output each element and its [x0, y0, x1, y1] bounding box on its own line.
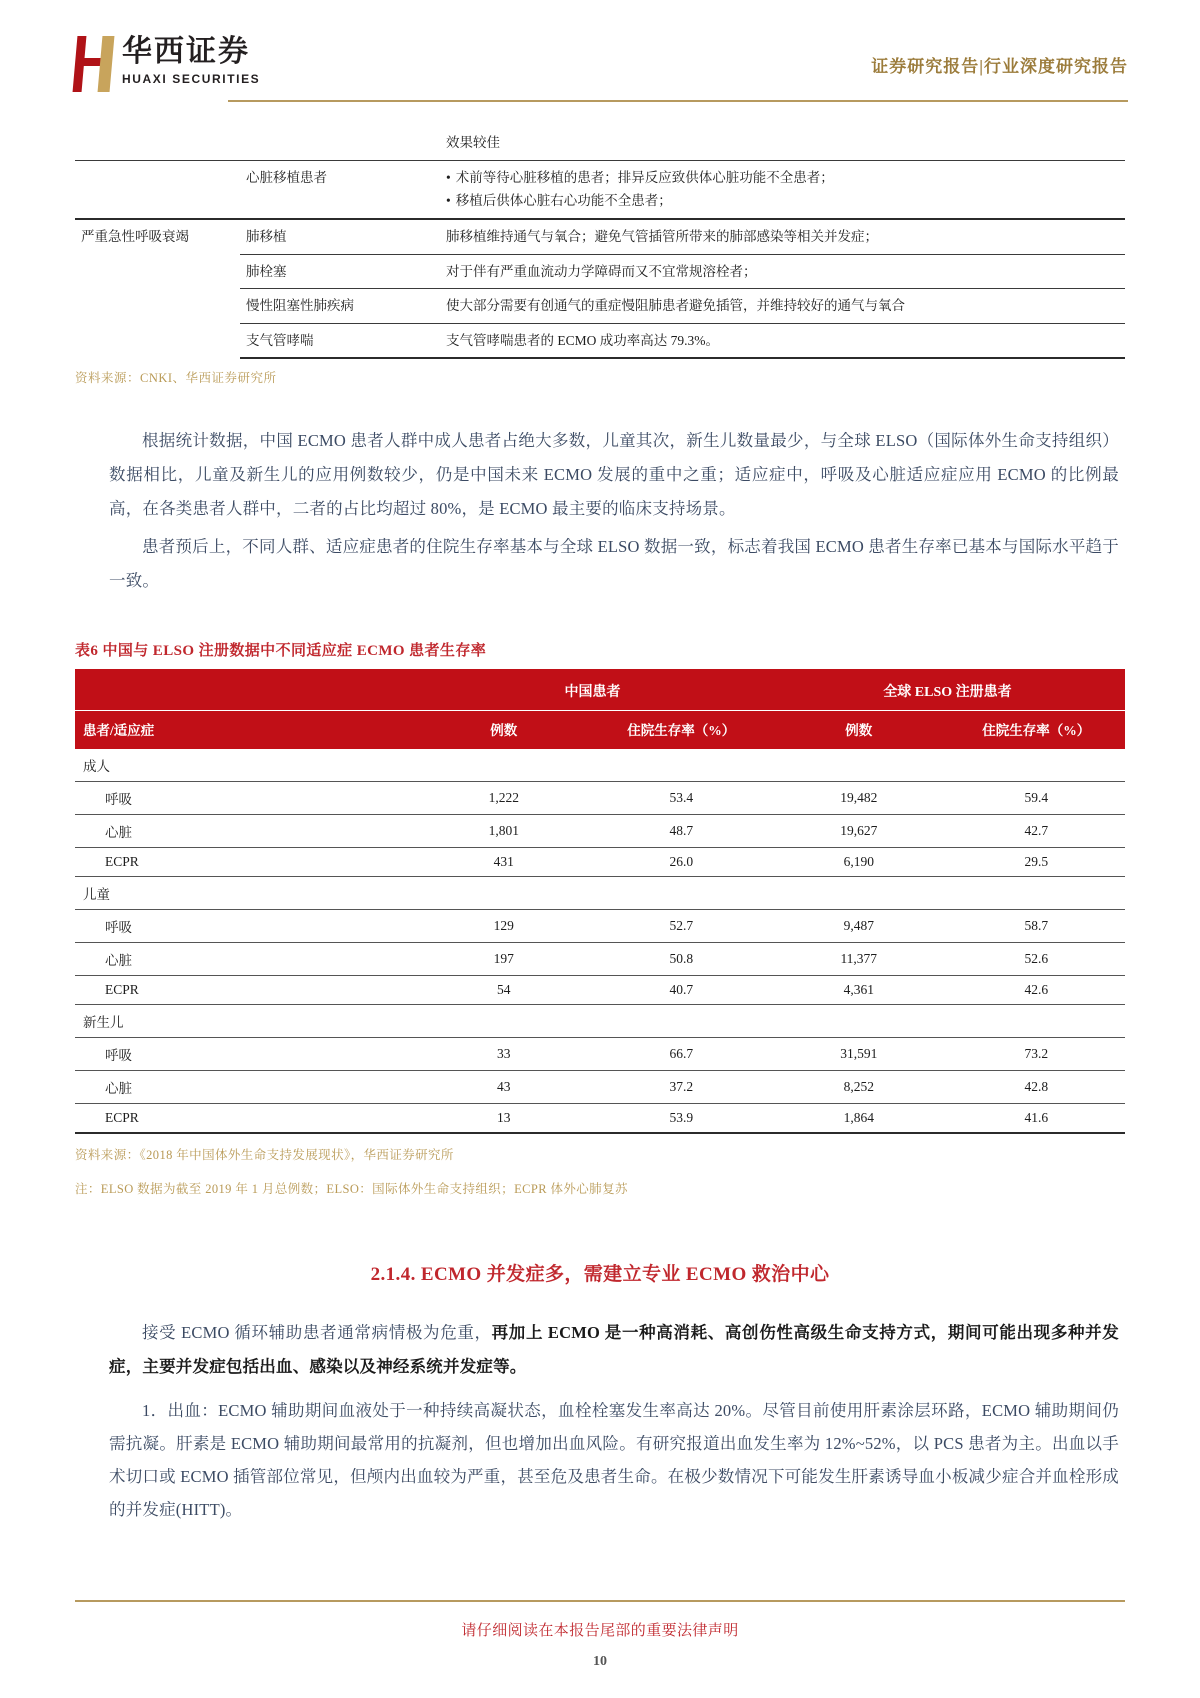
row-subject: 支气管哮喘: [240, 323, 440, 358]
row-desc: [440, 160, 1125, 219]
page-header: [0, 0, 1200, 112]
cell-global-rate: 59.4: [948, 782, 1126, 815]
cell-china-cases: 33: [415, 1038, 593, 1071]
row-desc: 肺移植维持通气与氧合；避免气管插管所带来的肺部感染等相关并发症；: [440, 219, 1125, 254]
table-row: [75, 1104, 1125, 1134]
paragraph: 根据统计数据，中国 ECMO 患者人群中成人患者占绝大多数，儿童其次，新生儿数量最少，与全球 ELSO（国际体外生命支持组织）数据相比，儿童及新生儿的应用例数较少，仍是中国未来 ECMO 发展的重中之重；适应症中，呼吸及心脏适应症应用 ECMO 的比例最高，在各类患者人群中，二者的占比均超过 80%，是 ECMO 最主要的临床支持场景。: [109, 431, 1119, 518]
cell-china-rate: 48.7: [593, 815, 771, 848]
paragraph: 患者预后上，不同人群、适应症患者的住院生存率基本与全球 ELSO 数据一致，标志着我国 ECMO 患者生存率已基本与国际水平趋于一致。: [109, 536, 1119, 590]
cell-global-cases: 9,487: [770, 910, 948, 943]
table6-caption: 表6 中国与 ELSO 注册数据中不同适应症 ECMO 患者生存率: [75, 643, 487, 660]
table-row: [75, 910, 1125, 943]
indications-table-source: 资料来源：CNKI、华西证券研究所: [75, 371, 277, 386]
paragraph-emphasis: 再加上 ECMO 是一种高消耗、高创伤性高级生命支持方式，期间可能出现多种并发症，主要并发症包括出血、感染以及神经系统并发症等。: [109, 1323, 1119, 1377]
column-header-indication: 患者/适应症: [75, 711, 415, 750]
table-row: [75, 943, 1125, 976]
row-indication: [75, 126, 240, 160]
column-header-china-cases: 例数: [415, 711, 593, 750]
cell-global-rate: 73.2: [948, 1038, 1126, 1071]
cell-china-rate: 50.8: [593, 943, 771, 976]
section-body: [75, 1316, 1125, 1526]
row-desc-line: • 移植后供体心脏右心功能不全患者；: [446, 189, 1119, 213]
cell-global-rate: 41.6: [948, 1104, 1126, 1134]
cell-china-cases: 43: [415, 1071, 593, 1104]
table-group-row: [75, 749, 1125, 782]
table6-note: 注：ELSO 数据为截至 2019 年 1 月总例数；ELSO：国际体外生命支持组织；ECPR 体外心肺复苏: [75, 1182, 628, 1197]
cell-china-rate: 53.4: [593, 782, 771, 815]
header-divider: [228, 100, 1128, 102]
cell-china-cases: 431: [415, 848, 593, 877]
survival-rate-table: [75, 669, 1125, 1134]
logo-company-name-cn: 华西证券: [122, 35, 250, 68]
cell-global-cases: 6,190: [770, 848, 948, 877]
row-subject: 肺栓塞: [240, 254, 440, 289]
column-header-china-rate: 住院生存率（%）: [593, 711, 771, 750]
group-header-china: 中国患者: [415, 669, 770, 711]
cell-china-cases: 1,222: [415, 782, 593, 815]
row-desc-line: • 术前等待心脏移植的患者；排异反应致供体心脏功能不全患者；: [446, 166, 1119, 190]
row-desc: 支气管哮喘患者的 ECMO 成功率高达 79.3%。: [440, 323, 1125, 358]
table-row: [75, 815, 1125, 848]
row-label: 呼吸: [75, 1038, 415, 1071]
row-desc: 效果较佳: [446, 135, 500, 150]
row-label: ECPR: [75, 1104, 415, 1134]
row-indication: [75, 160, 240, 219]
cell-china-cases: 1,801: [415, 815, 593, 848]
cell-global-rate: 42.8: [948, 1071, 1126, 1104]
table-row: [75, 782, 1125, 815]
row-subject: 心脏移植患者: [240, 160, 440, 219]
row-label: 呼吸: [75, 910, 415, 943]
column-header-global-rate: 住院生存率（%）: [948, 711, 1126, 750]
cell-china-rate: 26.0: [593, 848, 771, 877]
cell-china-rate: 40.7: [593, 976, 771, 1005]
cell-global-rate: 58.7: [948, 910, 1126, 943]
group-label: 新生儿: [75, 1005, 1125, 1038]
cell-china-rate: 52.7: [593, 910, 771, 943]
row-label: 心脏: [75, 1071, 415, 1104]
paragraph-bleeding: 1．出血：ECMO 辅助期间血液处于一种持续高凝状态，血栓栓塞发生率高达 20%。尽管目前使用肝素涂层环路，ECMO 辅助期间仍需抗凝。肝素是 ECMO 辅助期间最常用的抗凝剂，但也增加出血风险。有研究报道出血发生率为 12%~52%，以 PCS 患者为主。出血以手术切口或 ECMO 插管部位常见，但颅内出血较为严重，甚至危及患者生命。在极少数情况下可能发生肝素诱导血小板减少症合并血栓形成的并发症(HITT)。: [109, 1401, 1119, 1520]
cell-global-cases: 31,591: [770, 1038, 948, 1071]
cell-china-rate: 53.9: [593, 1104, 771, 1134]
logo-company-name-en: HUAXI SECURITIES: [122, 72, 261, 87]
cell-china-rate: 66.7: [593, 1038, 771, 1071]
survival-rate-table-head: [75, 669, 1125, 749]
survival-rate-table-body: [75, 749, 1125, 1133]
cell-china-cases: 13: [415, 1104, 593, 1134]
row-subject: 肺移植: [240, 219, 440, 254]
cell-china-cases: 129: [415, 910, 593, 943]
group-header-blank: [75, 669, 415, 711]
table-column-header-row: [75, 711, 1125, 750]
group-label: 成人: [83, 759, 110, 775]
company-logo: [75, 36, 260, 92]
cell-china-cases: 54: [415, 976, 593, 1005]
paragraph-lead: 接受 ECMO 循环辅助患者通常病情极为危重，: [142, 1323, 492, 1343]
table-row: [75, 160, 1125, 219]
cell-global-cases: 1,864: [770, 1104, 948, 1134]
indications-table: [75, 126, 1125, 359]
footer-disclaimer: 请仔细阅读在本报告尾部的重要法律声明: [461, 1623, 739, 1639]
footer-divider: [75, 1600, 1125, 1603]
header-report-type: 证券研究报告|行业深度研究报告: [871, 57, 1128, 76]
paragraph: [75, 1316, 1125, 1384]
table-row: [75, 219, 1125, 254]
cell-global-rate: 42.7: [948, 815, 1126, 848]
cell-global-cases: 19,482: [770, 782, 948, 815]
body-text-block: [75, 424, 1125, 597]
row-subject: [240, 126, 440, 160]
page-number: 10: [593, 1654, 607, 1669]
row-desc: 使大部分需要有创通气的重症慢阻肺患者避免插管，并维持较好的通气与氧合: [440, 289, 1125, 324]
huaxi-logo-mark-icon: [75, 36, 113, 92]
section-heading: 2.1.4. ECMO 并发症多，需建立专业 ECMO 救治中心: [370, 1264, 830, 1286]
cell-global-cases: 8,252: [770, 1071, 948, 1104]
row-label: 呼吸: [75, 782, 415, 815]
row-subject: 慢性阻塞性肺疾病: [240, 289, 440, 324]
column-header-global-cases: 例数: [770, 711, 948, 750]
table-row: [75, 976, 1125, 1005]
table-group-header-row: [75, 669, 1125, 711]
cell-china-rate: 37.2: [593, 1071, 771, 1104]
cell-global-rate: 52.6: [948, 943, 1126, 976]
table-row: [75, 126, 1125, 160]
cell-global-rate: 29.5: [948, 848, 1126, 877]
cell-global-rate: 42.6: [948, 976, 1126, 1005]
cell-global-cases: 4,361: [770, 976, 948, 1005]
cell-global-cases: 11,377: [770, 943, 948, 976]
table-row: [75, 1071, 1125, 1104]
row-label: ECPR: [75, 976, 415, 1005]
row-indication: 严重急性呼吸衰竭: [75, 219, 240, 359]
row-desc: 对于伴有严重血流动力学障碍而又不宜常规溶栓者；: [440, 254, 1125, 289]
table-row: [75, 1038, 1125, 1071]
row-label: 心脏: [75, 815, 415, 848]
table6-source: 资料来源：《2018 年中国体外生命支持发展现状》，华西证券研究所: [75, 1148, 454, 1163]
row-label: 心脏: [75, 943, 415, 976]
table-row: [75, 848, 1125, 877]
indications-table-body: [75, 126, 1125, 358]
table-group-row: [75, 1005, 1125, 1038]
row-label: ECPR: [75, 848, 415, 877]
table-group-row: [75, 877, 1125, 910]
group-header-global: 全球 ELSO 注册患者: [770, 669, 1125, 711]
cell-china-cases: 197: [415, 943, 593, 976]
group-label: 儿童: [75, 877, 1125, 910]
cell-global-cases: 19,627: [770, 815, 948, 848]
